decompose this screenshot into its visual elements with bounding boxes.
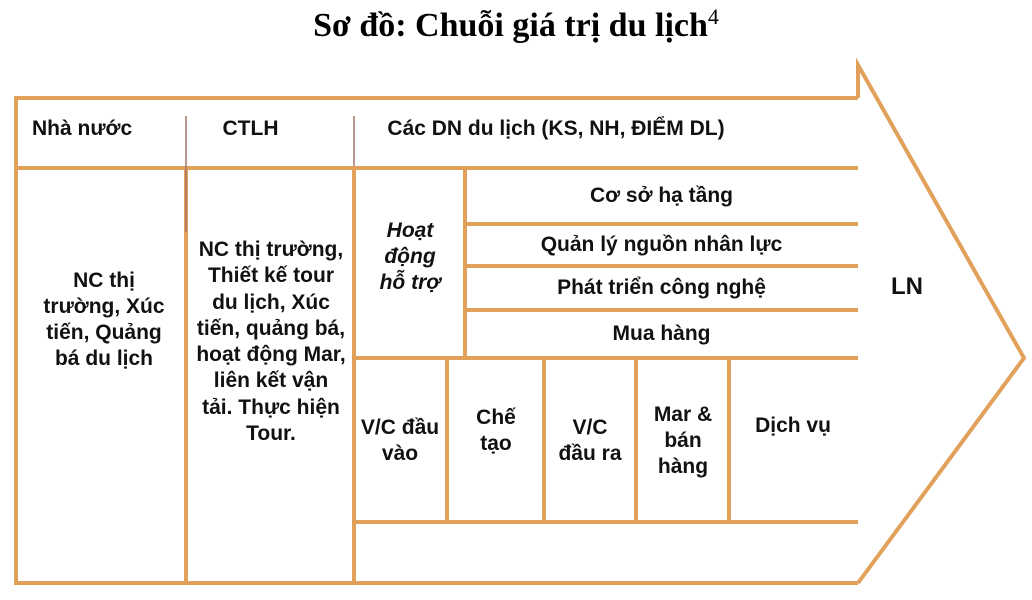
support-activity-technology: Phát triển công nghệ bbox=[557, 275, 766, 299]
footnote-marker: 4 bbox=[707, 4, 719, 29]
state-activities: NC thị trường, Xúc tiến, Quảng bá du lịch bbox=[43, 268, 165, 371]
primary-operations: Chế tạo bbox=[476, 405, 516, 455]
diagram-title: Sơ đồ: Chuỗi giá trị du lịch$^4$ bbox=[313, 4, 719, 44]
primary-marketing-sales: Mar & bán hàng bbox=[653, 402, 713, 479]
primary-service: Dịch vụ bbox=[755, 413, 831, 437]
ctlh-activities: NC thị trường, Thiết kế tour du lịch, Xúc tiến, quảng bá, hoạt động Mar, liên kết vận tải. Thực hiện Tour. bbox=[196, 238, 346, 445]
support-activities-label: Hoạt động hỗ trợ bbox=[379, 218, 441, 295]
support-activity-infrastructure: Cơ sở hạ tầng bbox=[589, 183, 734, 207]
header-ctlh: CTLH bbox=[222, 116, 279, 140]
arrow-head bbox=[858, 65, 1024, 583]
primary-inbound-logistics: V/C đầu vào bbox=[360, 415, 440, 465]
support-activity-procurement: Mua hàng bbox=[612, 321, 711, 345]
primary-outbound-logistics: V/C đầu ra bbox=[558, 415, 622, 465]
support-activity-hr: Quản lý nguồn nhân lực bbox=[540, 232, 783, 256]
profit-label: LN bbox=[891, 273, 923, 300]
header-state: Nhà nước bbox=[32, 116, 133, 140]
header-enterprises: Các DN du lịch (KS, NH, ĐIỂM DL) bbox=[387, 116, 725, 140]
